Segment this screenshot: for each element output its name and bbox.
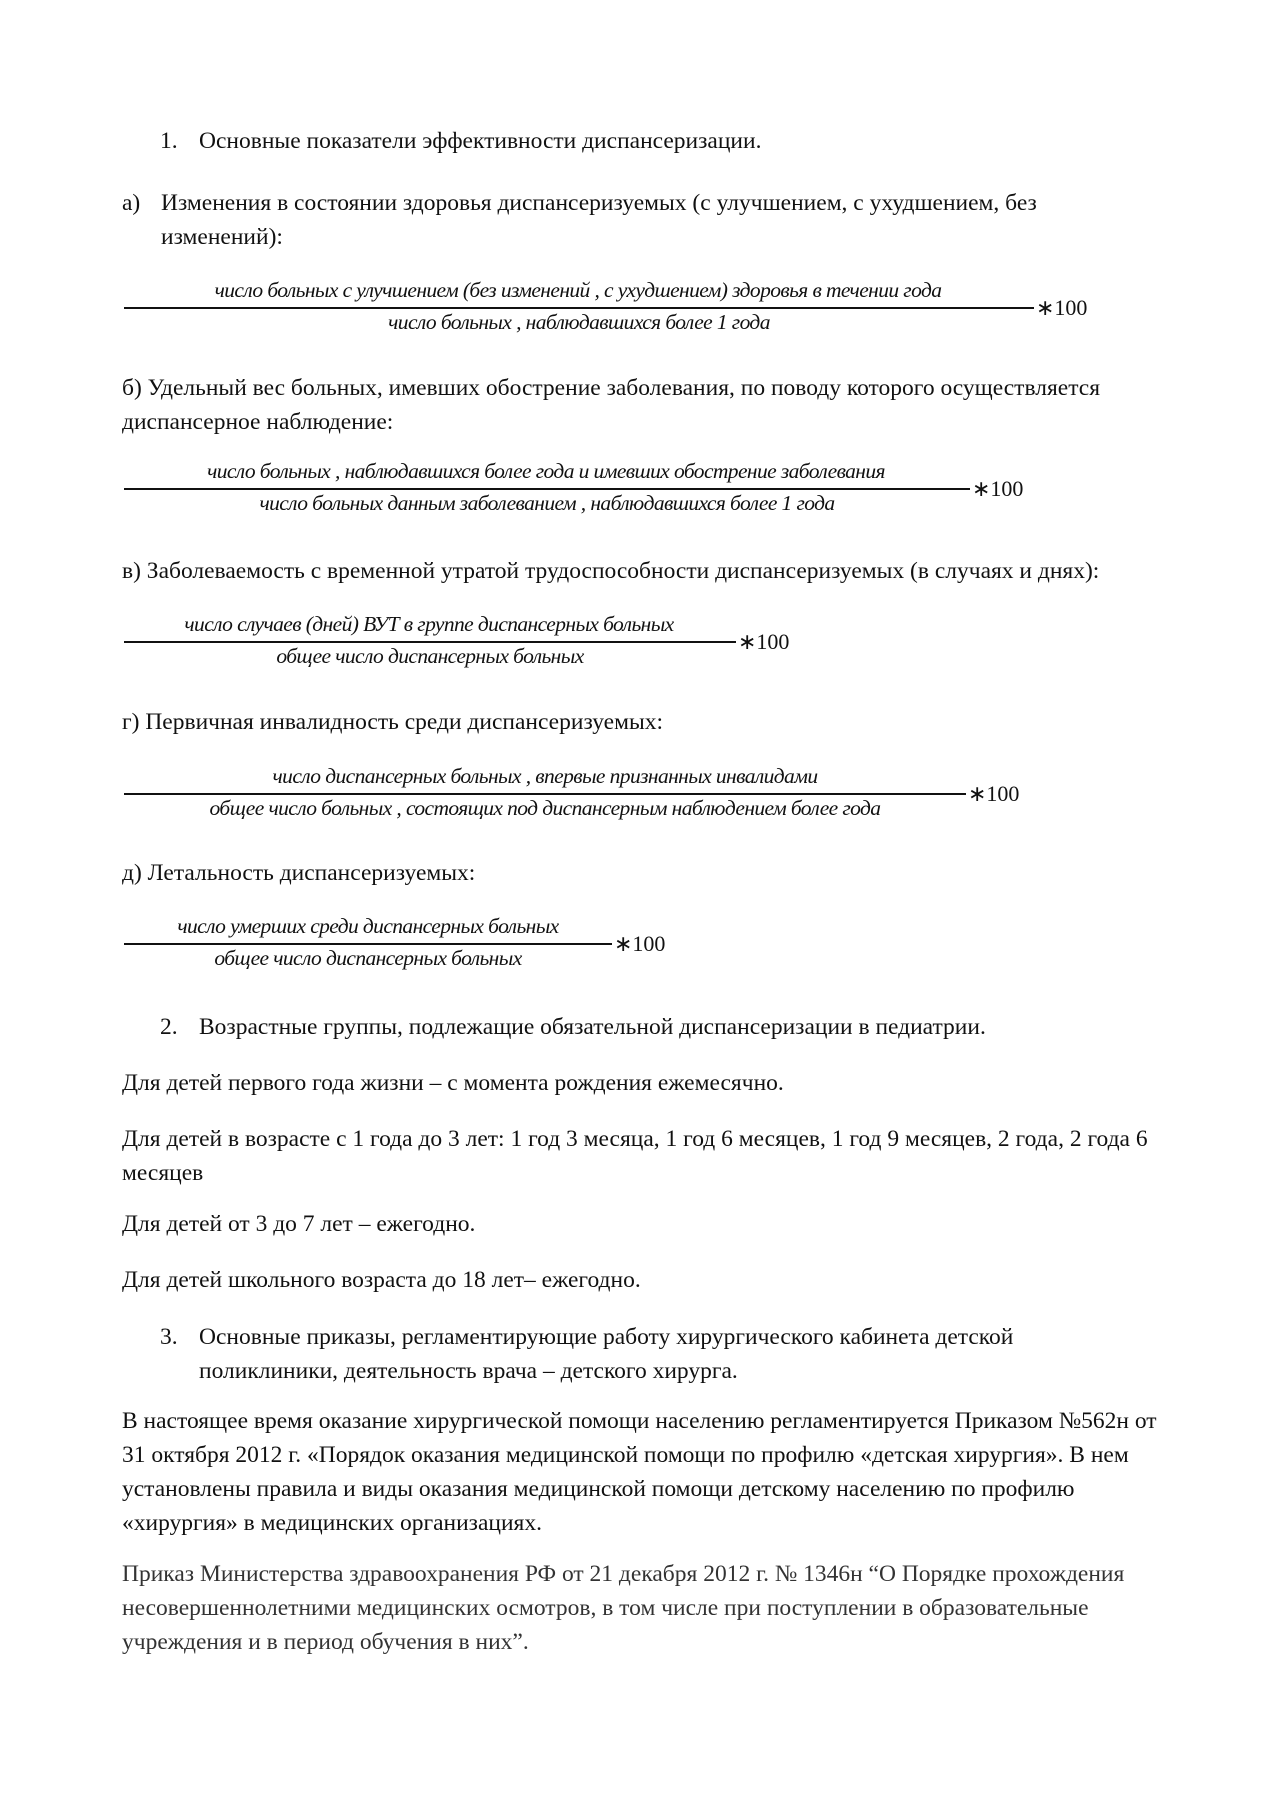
section-3-paragraph-1: В настоящее время оказание хирургической помощи населению регламентируется Приказом №562н от 31 октября 2012 г. «Порядок оказания медицинской помощи по профилю «детская хирургия». В нем установлены правила и виды оказания медицинской помощи детскому населению по профилю «хирургия» в медицинских организациях. [122, 1408, 1157, 1536]
formula-a-numerator: число больных с улучшением (без изменений , с ухудшением) здоровья в течении года [214, 278, 942, 302]
formula-b-numerator: число больных , наблюдавшихся более года и имевших обострение заболевания [207, 459, 885, 483]
formula-g-denominator: общее число больных , состоящих под диспансерным наблюдением более года [209, 796, 881, 820]
formula-v-multiplier: ∗100 [738, 629, 790, 654]
section-1-number: 1. [160, 128, 178, 154]
formula-b-multiplier: ∗100 [972, 476, 1024, 501]
section-2-paragraph-4: Для детей школьного возраста до 18 лет– ежегодно. [122, 1267, 641, 1293]
item-a-text: Изменения в состоянии здоровья диспансеризуемых (с улучшением, с ухудшением, без изменений): [161, 190, 1037, 250]
item-a-marker: а) [122, 190, 141, 216]
section-2-number: 2. [160, 1014, 178, 1040]
section-2-paragraph-3: Для детей от 3 до 7 лет – ежегодно. [122, 1211, 476, 1237]
section-2-paragraph-1: Для детей первого года жизни – с момента рождения ежемесячно. [122, 1070, 784, 1096]
formula-v [122, 611, 822, 671]
formula-b [122, 458, 1042, 518]
item-g-text: г) Первичная инвалидность среди диспансеризуемых: [122, 709, 664, 735]
section-1-title: Основные показатели эффективности диспансеризации. [199, 128, 762, 154]
formula-d-multiplier: ∗100 [614, 931, 666, 956]
section-3-title: Основные приказы, регламентирующие работу хирургического кабинета детской поликлиники, деятельность врача – детского хирурга. [199, 1324, 1014, 1384]
formula-a-multiplier: ∗100 [1036, 295, 1088, 320]
section-2-paragraph-2: Для детей в возрасте с 1 года до 3 лет: 1 год 3 месяца, 1 год 6 месяцев, 1 год 9 месяцев, 2 года, 2 года 6 месяцев [122, 1126, 1148, 1186]
formula-b-denominator: число больных данным заболеванием , наблюдавшихся более 1 года [259, 491, 835, 515]
section-2-title: Возрастные группы, подлежащие обязательной диспансеризации в педиатрии. [199, 1014, 986, 1040]
formula-a-denominator: число больных , наблюдавшихся более 1 года [388, 310, 770, 334]
formula-g-multiplier: ∗100 [968, 781, 1020, 806]
item-b-text: б) Удельный вес больных, имевших обострение заболевания, по поводу которого осуществляется диспансерное наблюдение: [122, 375, 1101, 435]
formula-g [122, 763, 1022, 823]
section-3-paragraph-2: Приказ Министерства здравоохранения РФ от 21 декабря 2012 г. № 1346н “О Порядке прохождения несовершеннолетними медицинских осмотров, в том числе при поступлении в образовательные учреждения и в период обучения в них”. [122, 1561, 1125, 1655]
formula-d [122, 913, 722, 973]
item-d-text: д) Летальность диспансеризуемых: [122, 860, 476, 886]
formula-g-numerator: число диспансерных больных , впервые признанных инвалидами [272, 764, 818, 788]
formula-v-numerator: число случаев (дней) ВУТ в группе диспансерных больных [184, 612, 674, 636]
section-3-number: 3. [160, 1324, 178, 1350]
item-v-text: в) Заболеваемость с временной утратой трудоспособности диспансеризуемых (в случаях и днях): [122, 558, 1100, 584]
formula-v-denominator: общее число диспансерных больных [276, 644, 584, 668]
formula-d-numerator: число умерших среди диспансерных больных [177, 914, 559, 938]
formula-d-denominator: общее число диспансерных больных [214, 946, 522, 970]
formula-a [122, 277, 1102, 337]
